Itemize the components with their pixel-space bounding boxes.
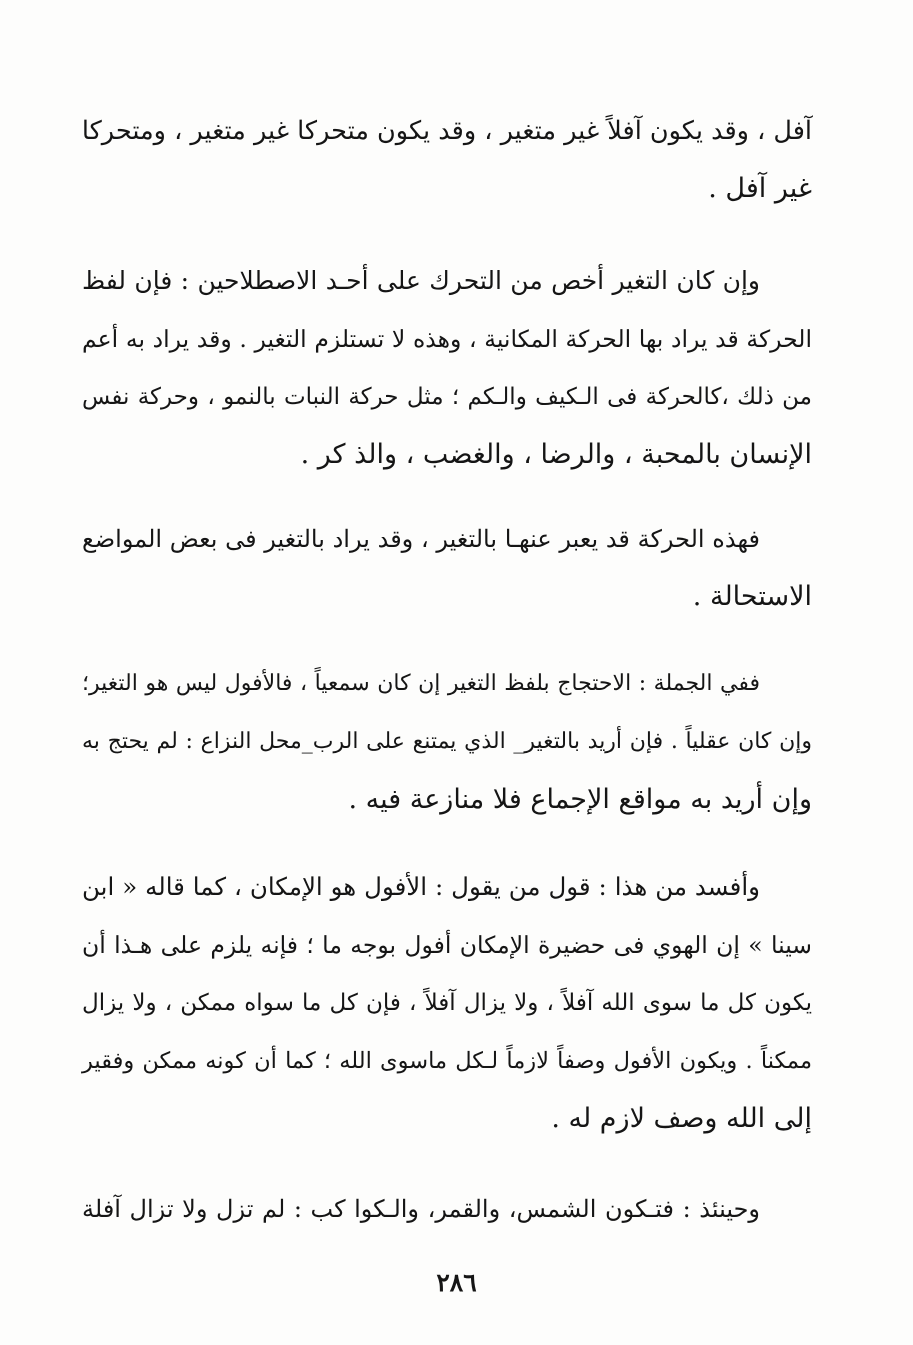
paragraph-5 — [82, 858, 812, 1148]
text-line: فهذه الحركة قد يعبر عنهـا بالتغير ، وقد يراد بالتغير فى بعض المواضع — [82, 525, 760, 553]
paragraph-2 — [82, 252, 812, 484]
text-line: الإنسان بالمحبة ، والرضا ، والغضب ، والذ كر . — [300, 439, 812, 470]
text-line: آفل ، وقد يكون آفلاً غير متغير ، وقد يكون متحركا غير متغير ، ومتحركا — [81, 116, 812, 146]
text-line: ففي الجملة : الاحتجاج بلفظ التغير إن كان سمعياً ، فالأفول ليس هو التغير؛ — [82, 671, 760, 696]
paragraph-6 — [82, 1180, 812, 1238]
text-line: وإن أريد به مواقع الإجماع فلا منازعة فيه . — [348, 784, 812, 815]
text-line: يكون كل ما سوى الله آفلاً ، ولا يزال آفلاً ، فإن كل ما سواه ممكن ، ولا يزال — [82, 990, 812, 1016]
paragraph-3 — [82, 510, 812, 626]
text-line: غير آفل . — [708, 173, 812, 204]
page-number: ٢٨٦ — [436, 1268, 477, 1297]
paragraph-1 — [82, 102, 812, 218]
text-line: وحينئذ : فتـكون الشمس، والقمر، والـكوا كب : لم تزل ولا تزال آفلة — [82, 1195, 760, 1223]
text-line: الاستحالة . — [692, 581, 812, 612]
text-line: وإن كان التغير أخص من التحرك على أحـد الاصطلاحين : فإن لفظ — [82, 266, 760, 295]
text-line: ممكناً . ويكون الأفول وصفاً لازماً لـكل ماسوى الله ؛ كما أن كونه ممكن وفقير — [82, 1048, 812, 1074]
text-line: إلى الله وصف لازم له . — [551, 1103, 812, 1134]
text-line: وأفسد من هذا : قول من يقول : الأفول هو الإمكان ، كما قاله « ابن — [82, 872, 760, 901]
text-line: من ذلك ،كالحركة فى الـكيف والـكم ؛ مثل حركة النبات بالنمو ، وحركة نفس — [82, 384, 812, 410]
text-line: سينا » إن الهوي فى حضيرة الإمكان أفول بوجه ما ؛ فإنه يلزم على هـذا أن — [82, 931, 812, 959]
text-line: وإن كان عقلياً . فإن أريد بالتغير_ الذي يمتنع على الرب_محل النزاع : لم يحتج به — [82, 729, 812, 754]
text-line: الحركة قد يراد بها الحركة المكانية ، وهذه لا تستلزم التغير . وقد يراد به أعم — [82, 325, 812, 353]
paragraph-4 — [82, 655, 812, 829]
